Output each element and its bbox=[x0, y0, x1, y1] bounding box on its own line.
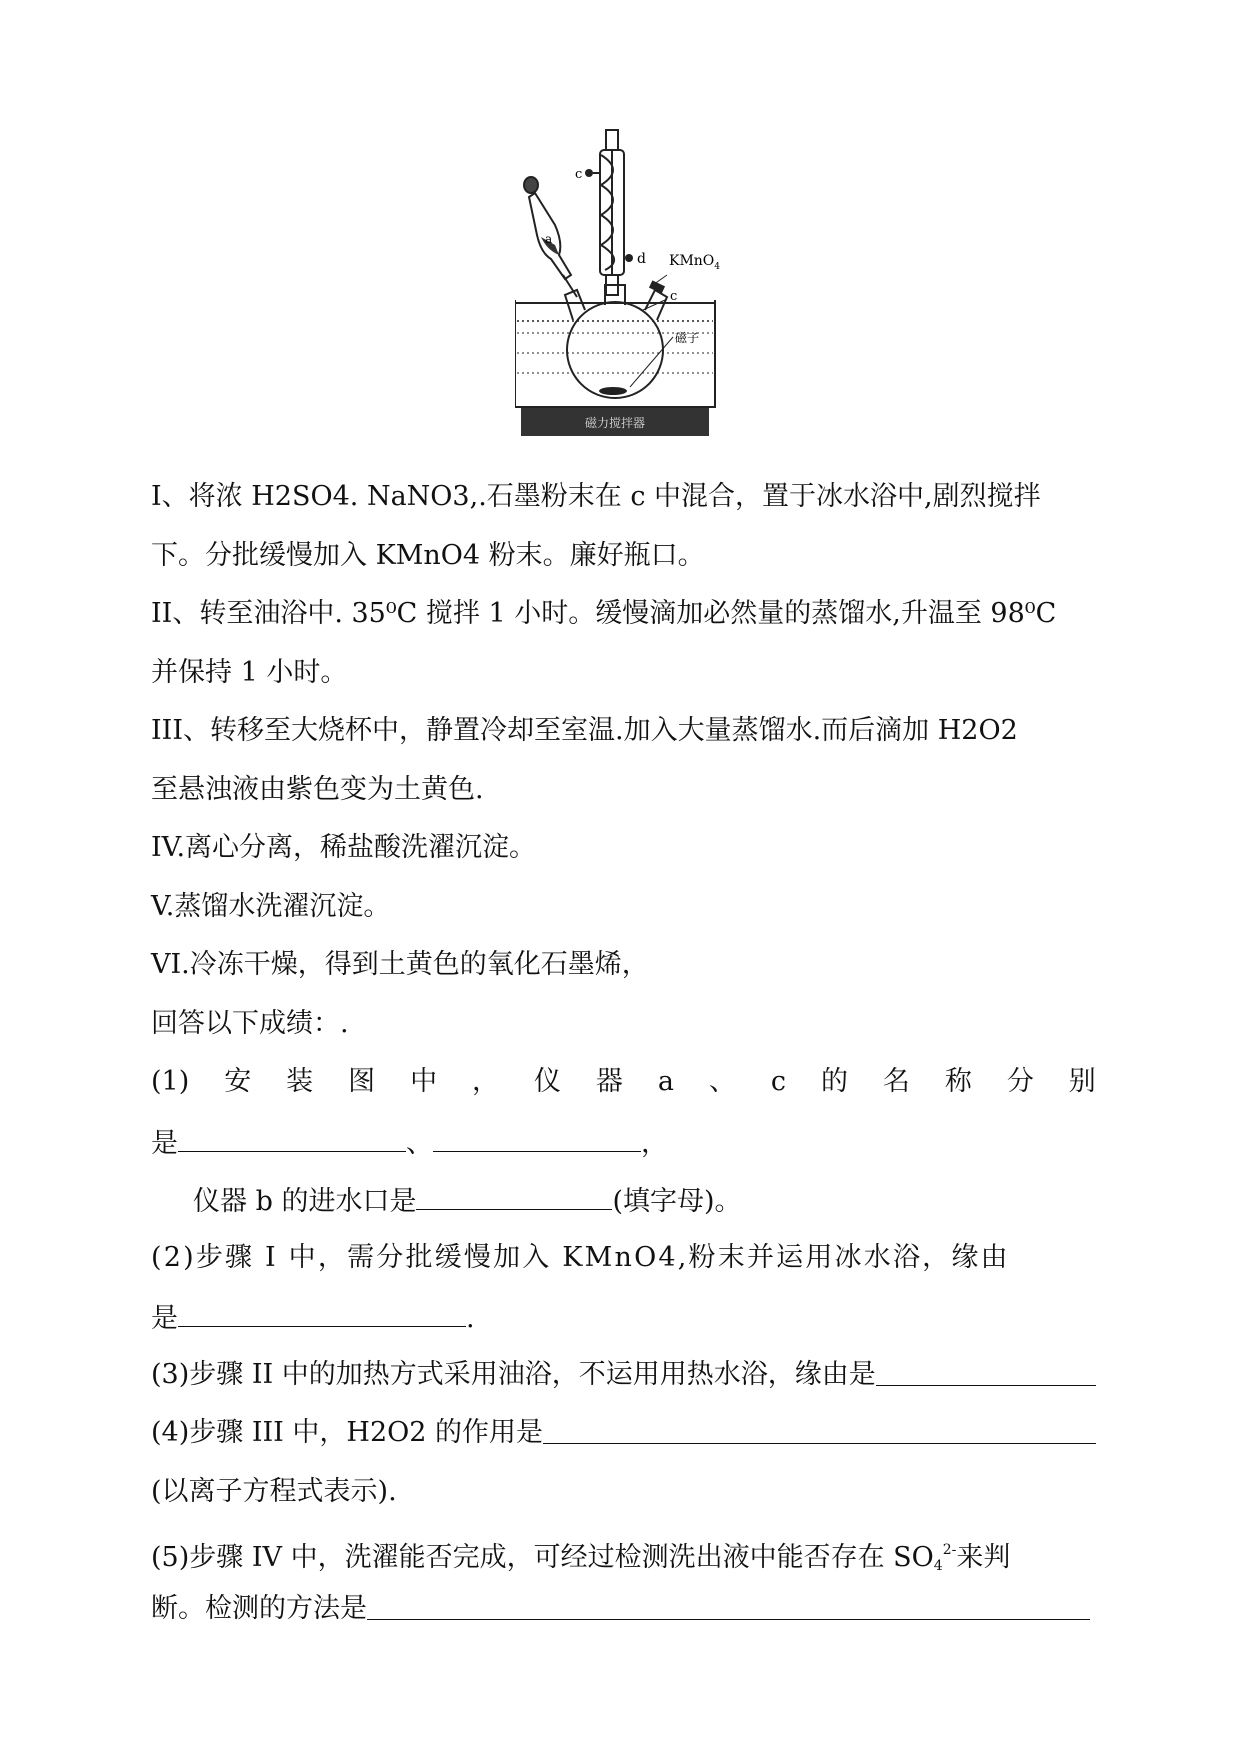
question-1-line-1 bbox=[151, 1062, 1096, 1102]
q1-token: 名 bbox=[882, 1066, 910, 1097]
answer-blank-q3[interactable] bbox=[876, 1355, 1096, 1386]
step-1-line-1: I、将浓 H2SO4. NaNO3,.石墨粉末在 c 中混合，置于冰水浴中,剧烈搅拌 bbox=[151, 481, 1041, 512]
q1-token: 中 bbox=[410, 1066, 438, 1097]
q1-token: c bbox=[770, 1066, 787, 1097]
q5-method-prompt: 断。检测的方法是 bbox=[151, 1593, 367, 1624]
label-a: a bbox=[545, 232, 553, 246]
question-2-line-2 bbox=[151, 1296, 1096, 1339]
step-2-line-1: II、转至油浴中. 35⁰C 搅拌 1 小时。缓慢滴加必然量的蒸馏水,升温至 98⁰C bbox=[151, 598, 1057, 629]
step-4: IV.离心分离，稀盐酸洗濯沉淀。 bbox=[151, 832, 537, 863]
answer-blank-a[interactable] bbox=[178, 1121, 406, 1152]
answer-blank-q5[interactable] bbox=[367, 1589, 1090, 1620]
q1-token: 分 bbox=[1006, 1066, 1034, 1097]
q1-token: (1) bbox=[151, 1066, 190, 1097]
answer-blank-q2[interactable] bbox=[178, 1296, 466, 1327]
q1-fill-letter: (填字母)。 bbox=[612, 1186, 742, 1217]
inlet-d-nozzle bbox=[625, 254, 633, 262]
q1-token: a bbox=[657, 1066, 674, 1097]
question-5-line-1 bbox=[151, 1530, 1096, 1586]
question-1-line-2 bbox=[151, 1121, 1096, 1164]
three-neck-flask bbox=[565, 285, 667, 398]
label-d: d bbox=[637, 251, 646, 267]
question-1-line-3 bbox=[193, 1179, 1138, 1222]
q5-subscript: 4 bbox=[933, 1558, 943, 1574]
answer-blank-c[interactable] bbox=[433, 1121, 641, 1152]
step-2-line-2: 并保持 1 小时。 bbox=[151, 657, 348, 688]
q5-suffix: 来判 bbox=[956, 1542, 1011, 1573]
label-c-flask: c bbox=[670, 289, 678, 304]
step-3-line-2: 至悬浊液由紫色变为土黄色. bbox=[151, 774, 484, 805]
q4-prompt: (4)步骤 III 中，H2O2 的作用是 bbox=[151, 1417, 544, 1448]
q2-prefix: 是 bbox=[151, 1303, 178, 1334]
question-3 bbox=[151, 1355, 1096, 1395]
question-5-line-2 bbox=[151, 1589, 1096, 1629]
answer-blank-q4[interactable] bbox=[543, 1413, 1096, 1444]
label-magnet: 磁子 bbox=[675, 331, 700, 345]
inlet-c-nozzle bbox=[585, 169, 593, 177]
q1-token: 仪 bbox=[533, 1066, 561, 1097]
label-c-top: c bbox=[575, 167, 583, 182]
q5-prompt: (5)步骤 IV 中，洗濯能否完成，可经过检测洗出液中能否存在 SO bbox=[151, 1542, 934, 1573]
question-4-line-2: (以离子方程式表示). bbox=[151, 1476, 397, 1507]
questions-intro: 回答以下成绩：. bbox=[151, 1008, 349, 1039]
step-3-line-1: III、转移至大烧杯中，静置冷却至室温.加入大量蒸馏水.而后滴加 H2O2 bbox=[151, 715, 1018, 746]
q1-token: ， bbox=[472, 1066, 500, 1097]
question-4-line-1 bbox=[151, 1413, 1096, 1453]
q1-token: 的 bbox=[820, 1066, 848, 1097]
q1-token: 图 bbox=[348, 1066, 376, 1097]
q1-end: ， bbox=[641, 1128, 668, 1159]
step-5: V.蒸馏水洗濯沉淀。 bbox=[151, 891, 391, 922]
q2-end: . bbox=[466, 1303, 475, 1334]
q1-separator: 、 bbox=[406, 1128, 433, 1159]
q1-token: 器 bbox=[595, 1066, 623, 1097]
label-kmno4: KMnO$_4$ bbox=[669, 253, 721, 272]
step-1-line-2: 下。分批缓慢加入 KMnO4 粉末。廉好瓶口。 bbox=[151, 540, 705, 571]
q1-token: 别 bbox=[1068, 1066, 1096, 1097]
apparatus-diagram bbox=[515, 125, 755, 445]
step-6: VI.冷冻干燥，得到土黄色的氧化石墨烯， bbox=[151, 949, 649, 980]
q1-water-inlet-prompt: 仪器 b 的进水口是 bbox=[193, 1186, 417, 1217]
label-stirrer: 磁力搅拌器 bbox=[584, 416, 646, 430]
q1-token: 称 bbox=[944, 1066, 972, 1097]
q1-token: 、 bbox=[708, 1066, 736, 1097]
answer-blank-inlet[interactable] bbox=[416, 1179, 612, 1210]
q1-token: 安 bbox=[224, 1066, 252, 1097]
q1-prefix: 是 bbox=[151, 1128, 178, 1159]
q1-token: 装 bbox=[286, 1066, 314, 1097]
question-2-line-1: (2)步骤 I 中，需分批缓慢加入 KMnO4,粉末并运用冰水浴，缘由 bbox=[151, 1242, 1010, 1273]
stir-bar bbox=[599, 387, 627, 395]
q3-prompt: (3)步骤 II 中的加热方式采用油浴，不运用用热水浴，缘由是 bbox=[151, 1359, 876, 1390]
q5-superscript: 2- bbox=[942, 1542, 957, 1558]
condenser bbox=[600, 130, 624, 295]
